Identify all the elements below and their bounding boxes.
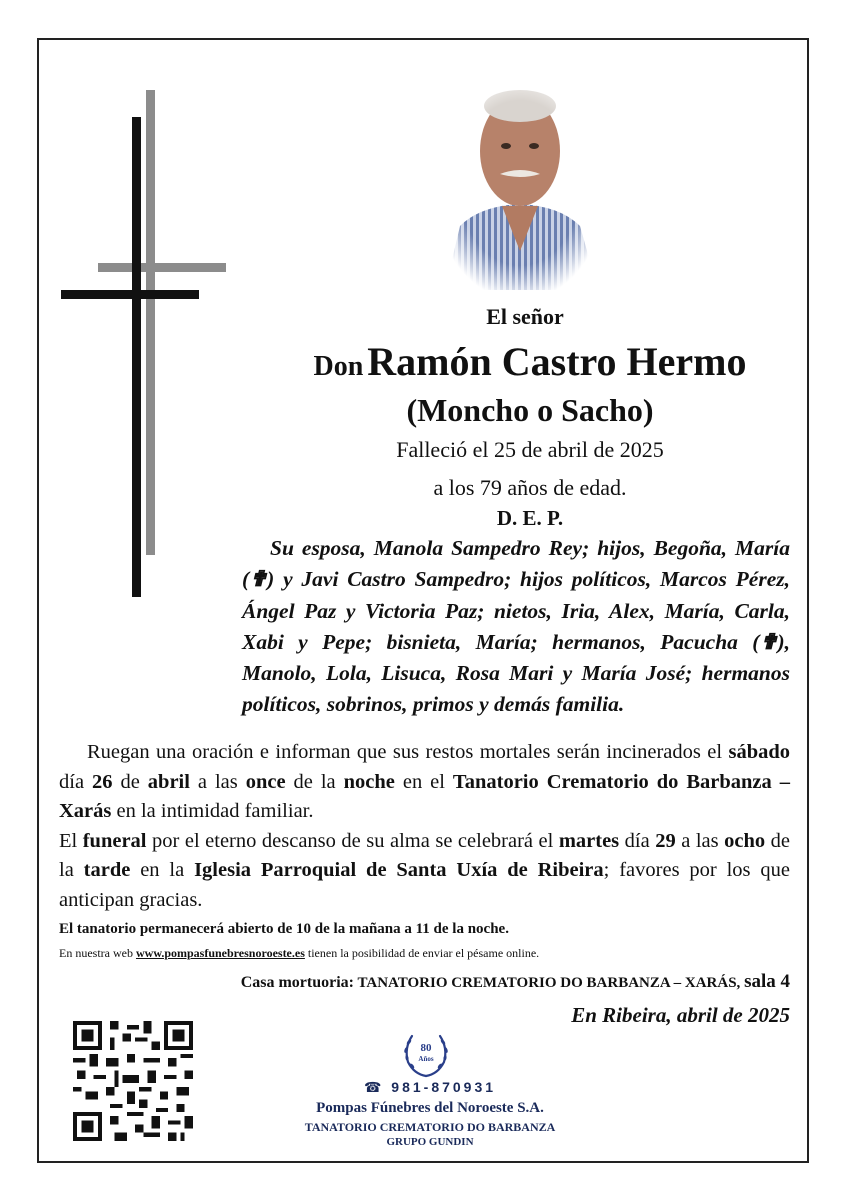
full-name: Ramón Castro Hermo <box>367 339 747 384</box>
ceremony-paragraph: Ruegan una oración e informan que sus restos mortales serán incinerados el sábado día 26 de abril a las once de la noche en el Tanatorio Crematorio do Barbanza – Xarás en la intimidad familiar. <box>59 741 790 823</box>
qr-code-icon[interactable] <box>73 1021 193 1141</box>
funeral-paragraph: El funeral por el eterno descanso de su alma se celebrará el martes día 29 a las ocho de la tarde en la Iglesia Parroquial de Santa Uxía de Ribeira; favores por los que anticipan gracias. <box>59 829 790 911</box>
casa-mortuoria: Casa mortuoria: TANATORIO CREMATORIO DO BARBANZA – XARÁS, sala 4 <box>240 971 790 992</box>
emblem-number: 80 <box>420 1042 432 1054</box>
company-name: Pompas Fúnebres del Noroeste S.A. <box>316 1100 544 1116</box>
place-date: En Ribeira, abril de 2025 <box>571 1003 790 1027</box>
nickname: (Moncho o Sacho) <box>406 392 654 428</box>
portrait-photo <box>440 76 600 290</box>
company-group: GRUPO GUNDIN <box>386 1136 474 1148</box>
web-note: En nuestra web www.pompasfunebresnoroeste.es tienen la posibilidad de enviar el pésame online. <box>59 946 540 960</box>
honorific: Don <box>313 351 364 382</box>
cross-icon <box>55 85 235 605</box>
age-line: a los 79 años de edad. <box>433 475 627 500</box>
death-date: Falleció el 25 de abril de 2025 <box>396 437 664 462</box>
phone-icon: ☎ <box>363 1079 385 1095</box>
announcement-text <box>59 738 790 916</box>
dep-line: D. E. P. <box>496 506 564 530</box>
website-link[interactable]: www.pompasfunebresnoroeste.es <box>135 946 305 960</box>
company-subtitle: TANATORIO CREMATORIO DO BARBANZA <box>304 1120 556 1134</box>
deceased-name <box>250 338 810 385</box>
emblem-text: Años <box>418 1055 434 1063</box>
title-prefix: El señor <box>486 304 564 329</box>
family-list: Su esposa, Manola Sampedro Rey; hijos, Begoña, María (✟) y Javi Castro Sampedro; hijos políticos, Marcos Pérez, Ángel Paz y Victoria Paz; nietos, Iria, Alex, María, Carla, Xabi y Pepe; bisnieta, María; hermanos, Pacucha (✟), Manolo, Lola, Lisuca, Rosa Mari y María José; hermanos políticos, sobrinos, primos y demás familia. <box>242 536 790 717</box>
anniversary-emblem-icon <box>398 1030 454 1080</box>
opening-hours: El tanatorio permanecerá abierto de 10 de la mañana a 11 de la noche. <box>59 921 509 937</box>
phone-number[interactable]: ☎ 981-870931 <box>363 1079 497 1095</box>
